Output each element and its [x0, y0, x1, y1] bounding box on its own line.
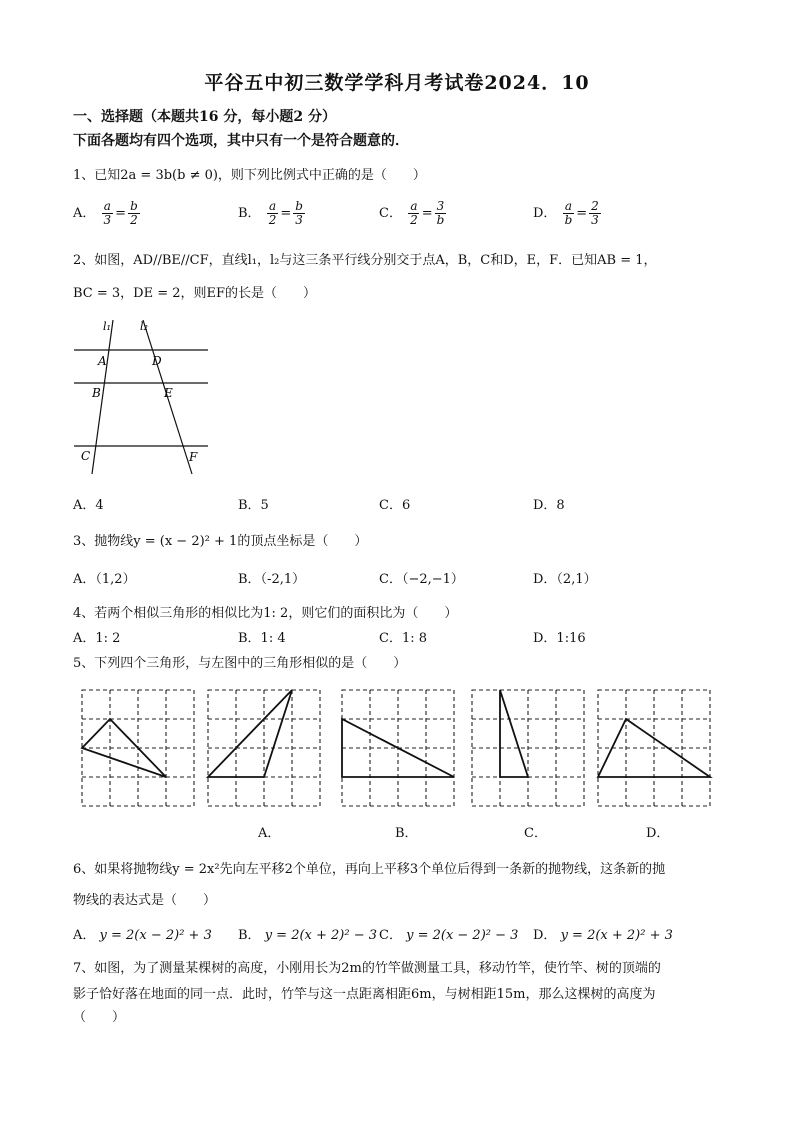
section-instruction: 下面各题均有四个选项，其中只有一个是符合题意的．: [73, 133, 409, 149]
parallel-lines-figure: [72, 312, 212, 478]
q1-option-a[interactable]: A． $\frac{a}{3}$ = $\frac{b}{2}$: [73, 199, 138, 227]
section-heading: 一、选择题（本题共16 分，每小题2 分）: [73, 109, 336, 125]
fraction: $\frac{a}{2}$: [410, 199, 418, 227]
fraction: $\frac{3}{b}$: [436, 199, 445, 227]
option-letter: D．: [533, 206, 557, 221]
fraction: $\frac{2}{3}$: [591, 199, 599, 227]
label-a: A: [98, 354, 107, 368]
question-7-stem-line3: （ ）: [73, 1010, 126, 1025]
question-4-stem: 4、若两个相似三角形的相似比为1: 2，则它们的面积比为（ ）: [73, 606, 458, 621]
q1-option-d[interactable]: D． $\frac{a}{b}$ = $\frac{2}{3}$: [533, 199, 599, 227]
label-b: B: [92, 386, 101, 400]
q6-option-b[interactable]: B． y = 2(x + 2)² − 3: [238, 928, 378, 943]
q6-option-a[interactable]: A． y = 2(x − 2)² + 3: [73, 928, 212, 943]
q2-option-a[interactable]: A．4: [73, 498, 104, 513]
q5-option-c[interactable]: C．: [524, 826, 547, 841]
q1-option-c[interactable]: C． $\frac{a}{2}$ = $\frac{3}{b}$: [379, 199, 445, 227]
question-6-stem-line2: 物线的表达式是（ ）: [73, 893, 217, 908]
label-f: F: [189, 450, 198, 464]
triangle-a: [208, 690, 292, 777]
label-c: C: [81, 449, 91, 463]
triangle-grids-figure: [72, 680, 722, 814]
question-2-stem-line2: BC = 3，DE = 2，则EF的长是（ ）: [73, 286, 317, 301]
label-e: E: [164, 386, 173, 400]
q2-option-d[interactable]: D．8: [533, 498, 565, 513]
q2-option-b[interactable]: B．5: [238, 498, 269, 513]
label-l1: l₁: [103, 320, 111, 333]
q4-option-d[interactable]: D．1:16: [533, 631, 586, 646]
grid-a: [208, 690, 320, 806]
q5-option-a[interactable]: A．: [258, 826, 281, 841]
label-d: D: [152, 354, 162, 368]
q4-option-b[interactable]: B．1: 4: [238, 631, 286, 646]
q6-option-c[interactable]: C． y = 2(x − 2)² − 3: [379, 928, 519, 943]
option-letter: C．: [379, 206, 402, 221]
question-5-stem: 5、下列四个三角形，与左图中的三角形相似的是（ ）: [73, 656, 407, 671]
fraction: $\frac{b}{2}$: [130, 199, 138, 227]
q6-option-d[interactable]: D． y = 2(x + 2)² + 3: [533, 928, 673, 943]
q3-option-c[interactable]: C．（−2,−1）: [379, 572, 464, 587]
question-2-stem-line1: 2、如图，AD//BE//CF，直线l₁，l₂与这三条平行线分别交于点A，B，C和D，E，F．已知AB = 1，: [73, 253, 657, 268]
q1-option-b[interactable]: B． $\frac{a}{2}$ = $\frac{b}{3}$: [238, 199, 303, 227]
q3-option-d[interactable]: D．（2,1）: [533, 572, 597, 587]
grid-c: [472, 690, 584, 806]
q5-option-d[interactable]: D．: [646, 826, 670, 841]
fraction: $\frac{a}{b}$: [564, 199, 573, 227]
option-letter: B．: [238, 206, 261, 221]
q3-option-a[interactable]: A．（1,2）: [73, 572, 136, 587]
question-7-stem-line1: 7、如图，为了测量某棵树的高度，小刚用长为2m的竹竿做测量工具，移动竹竿，使竹竿、树的顶端的: [73, 961, 661, 976]
q3-option-b[interactable]: B．（-2,1）: [238, 572, 306, 587]
fraction: $\frac{a}{3}$: [103, 199, 112, 227]
option-letter: A．: [73, 206, 96, 221]
exam-title: 平谷五中初三数学学科月考试卷2024．10: [204, 72, 590, 94]
q5-option-b[interactable]: B．: [395, 826, 418, 841]
q4-option-a[interactable]: A．1: 2: [73, 631, 121, 646]
triangle-c: [500, 690, 528, 777]
question-1-stem: 1、已知2a = 3b(b ≠ 0)，则下列比例式中正确的是（ ）: [73, 168, 426, 183]
question-6-stem-line1: 6、如果将抛物线y = 2x²先向左平移2个单位，再向上平移3个单位后得到一条新的抛物线，这条新的抛: [73, 862, 666, 877]
fraction: $\frac{a}{2}$: [268, 199, 277, 227]
label-l2: l₂: [140, 320, 148, 333]
fraction: $\frac{b}{3}$: [295, 199, 303, 227]
question-7-stem-line2: 影子恰好落在地面的同一点．此时，竹竿与这一点距离相距6m，与树相距15m，那么这棵树的高度为: [73, 987, 656, 1002]
grid-d: [598, 690, 710, 806]
q2-option-c[interactable]: C．6: [379, 498, 411, 513]
q4-option-c[interactable]: C．1: 8: [379, 631, 428, 646]
question-3-stem: 3、抛物线y = (x − 2)² + 1的顶点坐标是（ ）: [73, 534, 368, 549]
